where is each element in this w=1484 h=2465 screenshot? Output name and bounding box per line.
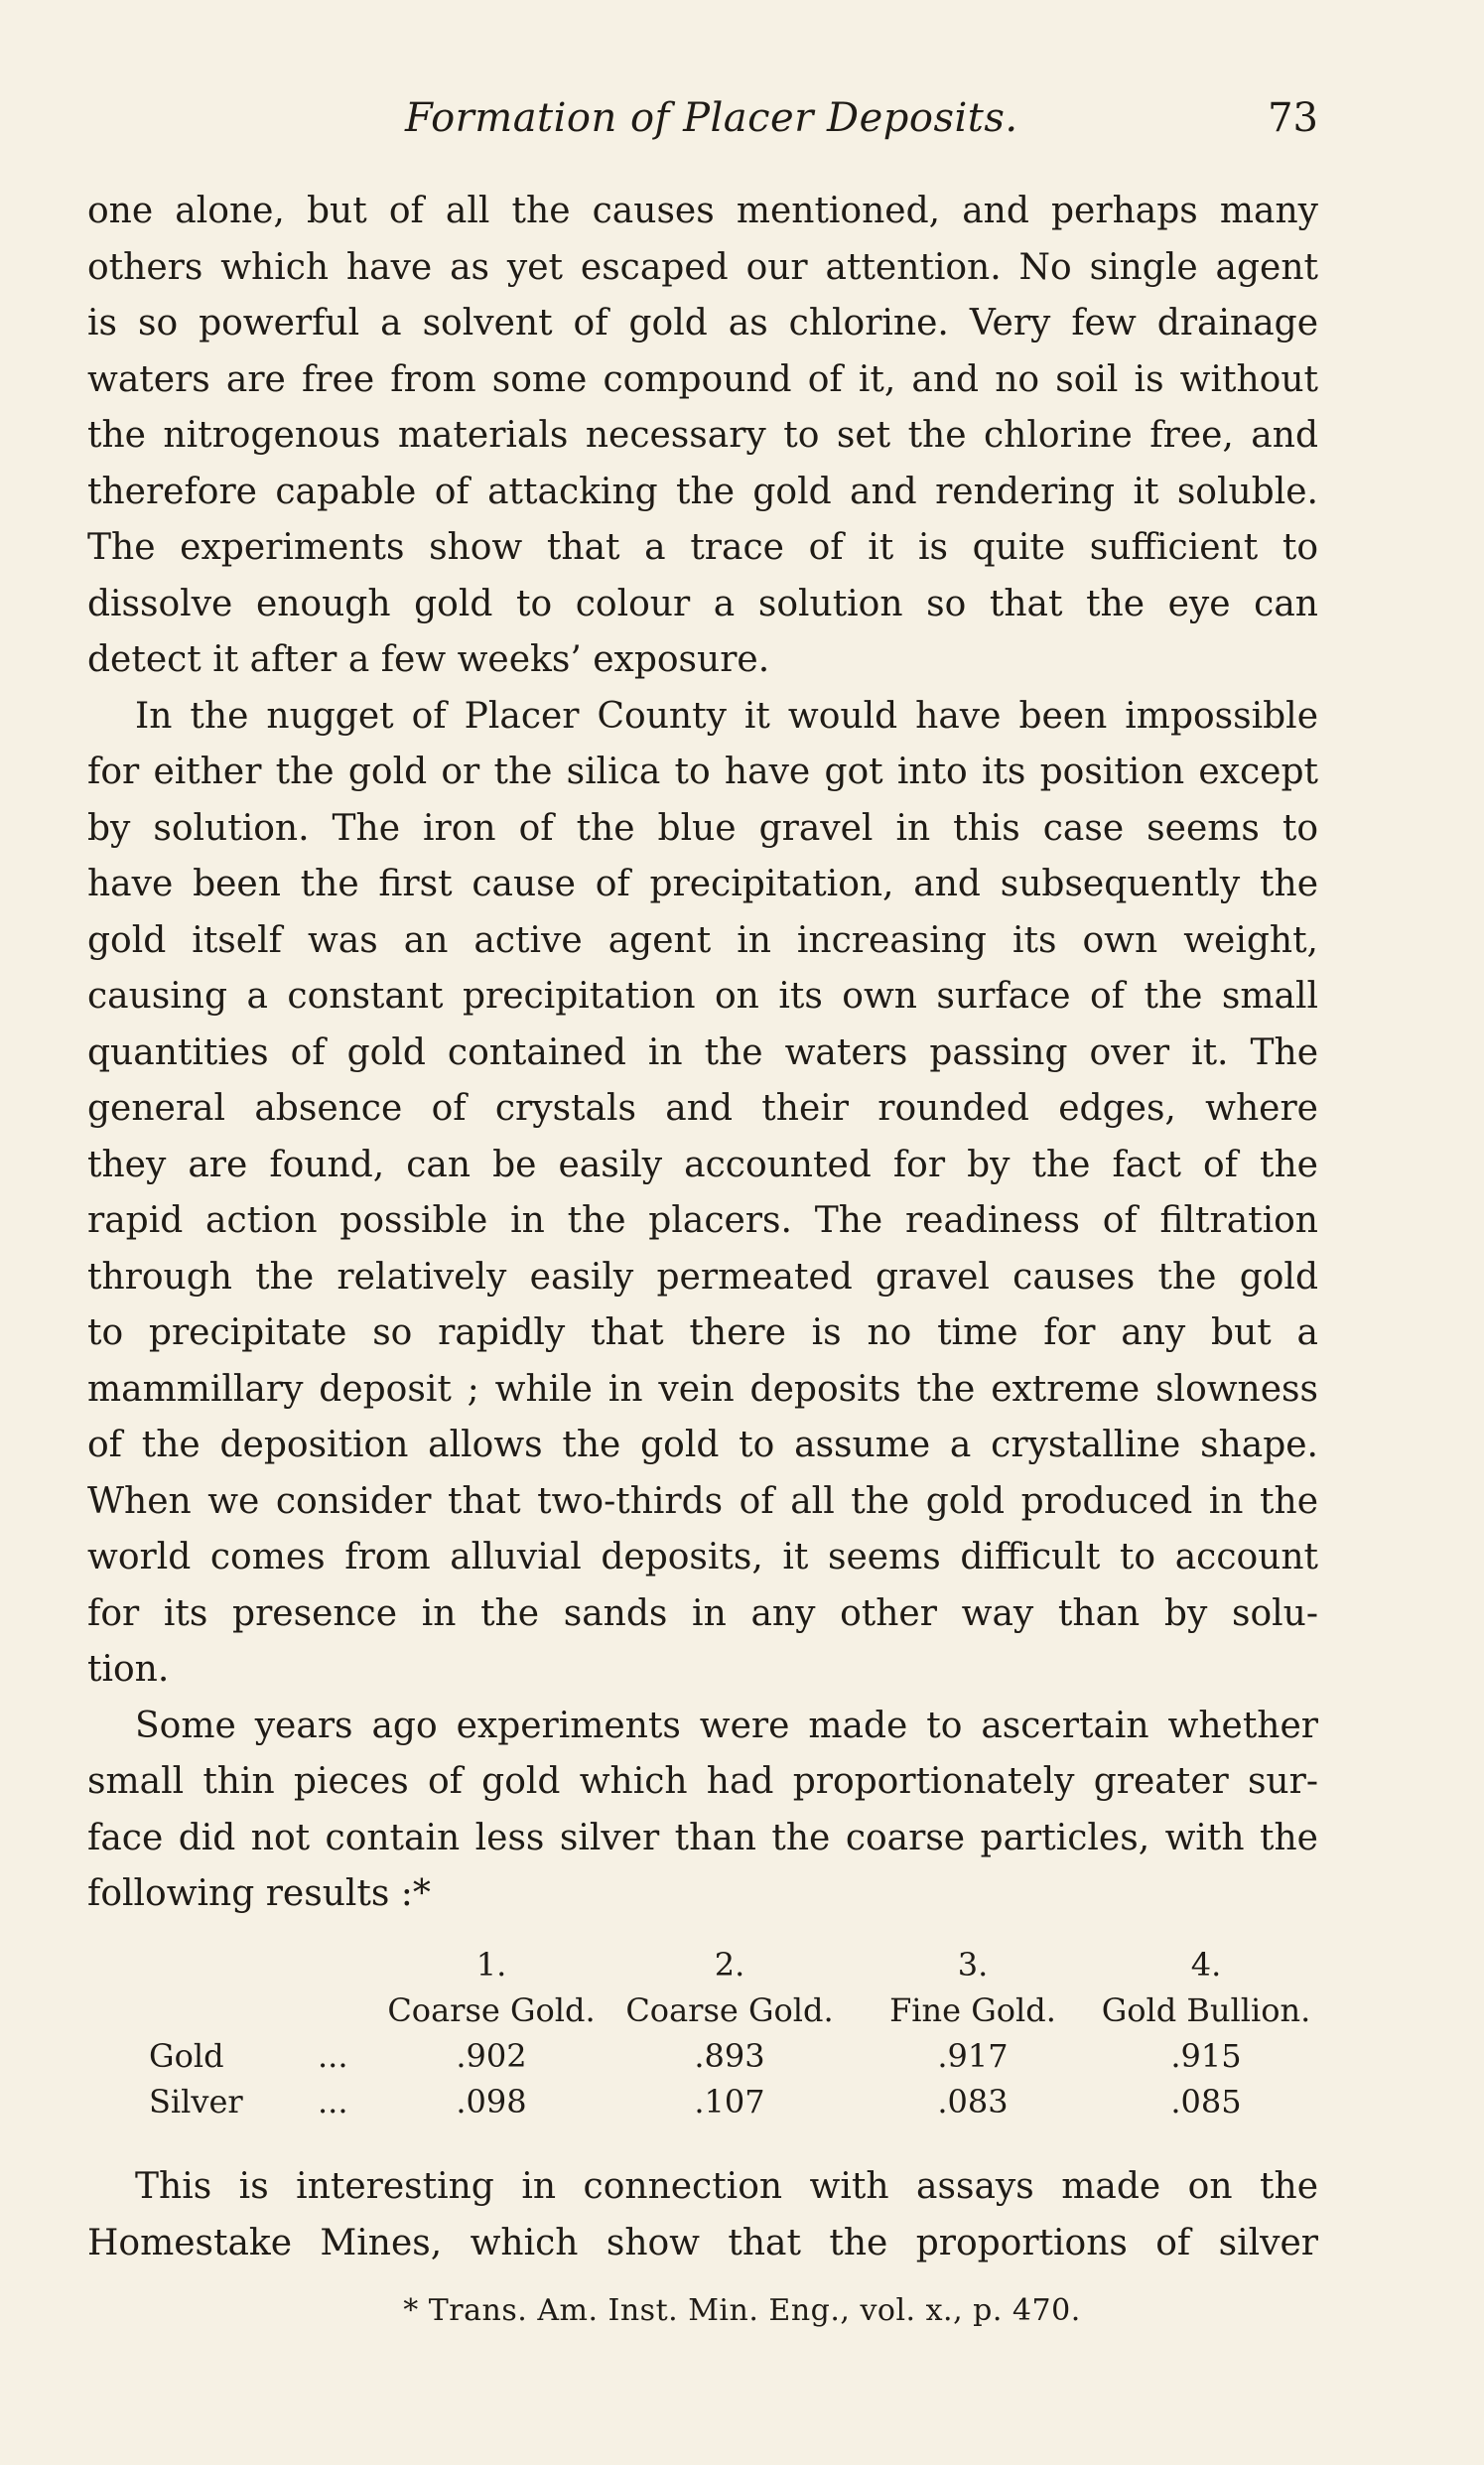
text-line: they are found, can be easily accounted for by the fact of the [87, 1144, 1318, 1185]
table-cell: .917 [937, 2037, 1009, 2075]
text-line: tion. [87, 1649, 170, 1690]
text-line: rapid action possible in the placers. The readiness of filtration [87, 1200, 1318, 1241]
text-line: Some years ago experiments were made to ascertain whether [135, 1705, 1318, 1746]
table-row [149, 2033, 1320, 2079]
text-line: face did not contain less silver than the coarse particles, with the [87, 1817, 1318, 1858]
text-line: general absence of crystals and their rounded edges, where [87, 1088, 1318, 1129]
column-header: Fine Gold. [889, 1991, 1056, 2029]
text-line: the nitrogenous materials necessary to set the chlorine free, and [87, 415, 1318, 456]
row-dots: ... [318, 2037, 348, 2075]
body-text [87, 184, 1318, 1923]
text-line: detect it after a few weeks’ exposure. [87, 639, 770, 680]
table-cell: .915 [1170, 2037, 1242, 2075]
table-cell: .085 [1170, 2083, 1242, 2121]
column-header: Coarse Gold. [625, 1991, 834, 2029]
text-line: to precipitate so rapidly that there is no time for any but a [87, 1312, 1318, 1353]
text-line: mammillary deposit ; while in vein deposits the extreme slowness [87, 1368, 1318, 1410]
text-line: This is interesting in connection with assays made on the [135, 2166, 1318, 2207]
text-line: quantities of gold contained in the waters passing over it. The [87, 1031, 1318, 1073]
table-row [149, 1942, 1320, 1987]
table-row [149, 1987, 1320, 2033]
table-cell: .098 [456, 2083, 527, 2121]
page-header [87, 95, 1318, 155]
text-line: waters are free from some compound of it, and no soil is without [87, 358, 1318, 400]
text-line: small thin pieces of gold which had proportionately greater sur- [87, 1761, 1318, 1802]
text-line: In the nugget of Placer County it would have been impossible [135, 695, 1318, 737]
text-line: through the relatively easily permeated gravel causes the gold [87, 1256, 1318, 1298]
row-label: Gold [149, 2037, 224, 2075]
text-line: for either the gold or the silica to have got into its position except [87, 752, 1318, 792]
table-cell: .107 [694, 2083, 765, 2121]
table-row [149, 2079, 1320, 2124]
text-line: others which have as yet escaped our attention. No single agent [87, 246, 1318, 288]
text-line: one alone, but of all the causes mentioned, and perhaps many [87, 191, 1318, 231]
text-line: of the deposition allows the gold to assume a crystalline shape. [87, 1425, 1318, 1465]
footnote: * Trans. Am. Inst. Min. Eng., vol. x., p. 470. [403, 2293, 1081, 2328]
text-line: When we consider that two-thirds of all the gold produced in the [87, 1480, 1318, 1522]
text-line: dissolve enough gold to colour a solution so that the eye can [87, 583, 1318, 624]
column-number: 4. [1190, 1946, 1222, 1984]
text-line: have been the first cause of precipitation, and subsequently the [87, 864, 1318, 904]
text-line: for its presence in the sands in any other way than by solu- [87, 1592, 1318, 1634]
table-cell: .902 [456, 2037, 527, 2075]
text-line: gold itself was an active agent in increasing its own weight, [87, 919, 1318, 961]
column-number: 1. [475, 1946, 507, 1984]
table-cell: .893 [694, 2037, 765, 2075]
text-line: by solution. The iron of the blue gravel in this case seems to [87, 807, 1318, 849]
text-line: therefore capable of attacking the gold and rendering it soluble. [87, 471, 1318, 512]
column-header: Coarse Gold. [387, 1991, 596, 2029]
table-cell: .083 [937, 2083, 1009, 2121]
text-line: The experiments show that a trace of it is quite sufficient to [87, 527, 1318, 568]
text-line: causing a constant precipitation on its own surface of the small [87, 976, 1318, 1017]
continuation-text [87, 2159, 1318, 2271]
running-title: Formation of Placer Deposits. [405, 95, 1018, 141]
column-number: 3. [957, 1946, 989, 1984]
page-number: 73 [1268, 95, 1318, 141]
text-line: is so powerful a solvent of gold as chlorine. Very few drainage [87, 303, 1318, 343]
column-header: Gold Bullion. [1101, 1991, 1311, 2029]
assay-table [149, 1942, 1320, 2124]
text-line: Homestake Mines, which show that the proportions of silver [87, 2222, 1318, 2263]
row-dots: ... [318, 2083, 348, 2121]
text-line: following results :* [87, 1873, 431, 1914]
row-label: Silver [149, 2083, 243, 2121]
text-line: world comes from alluvial deposits, it seems difficult to account [87, 1537, 1318, 1577]
column-number: 2. [714, 1946, 745, 1984]
